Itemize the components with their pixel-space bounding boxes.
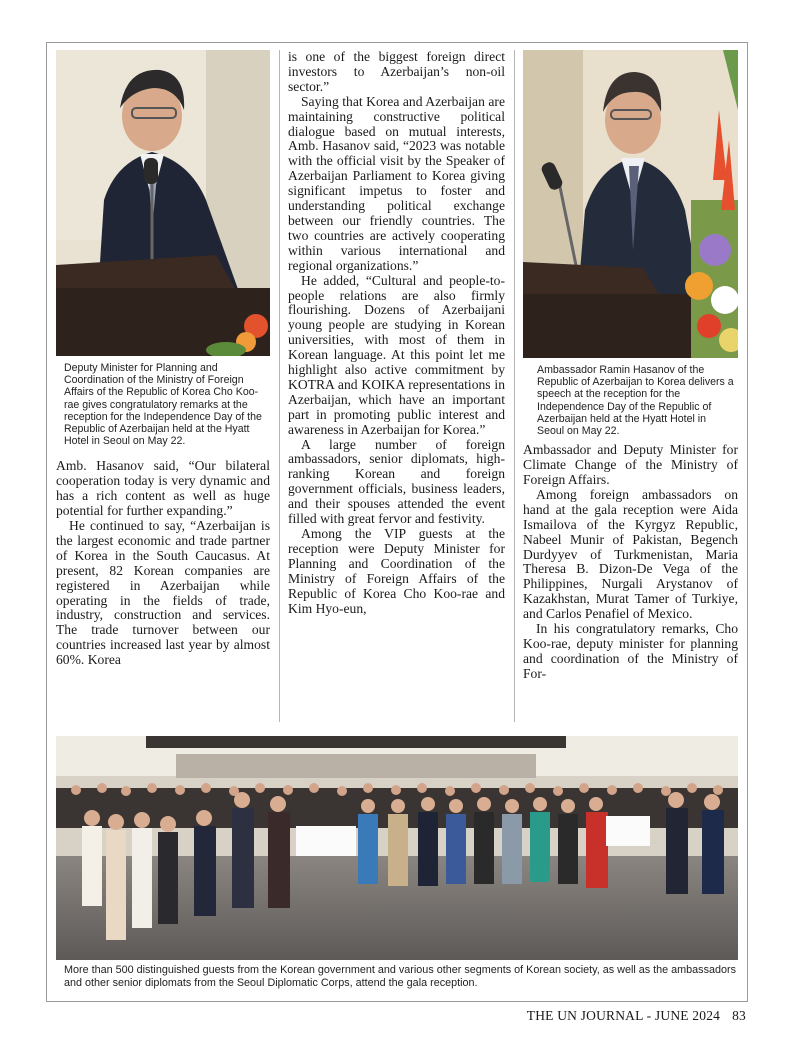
paragraph: Amb. Hasanov said, “Our bilateral cooperation today is very dynamic and has a rich content as well as huge potential for further expanding.” [56, 458, 270, 519]
publication-title: THE UN JOURNAL - JUNE 2024 [526, 1008, 721, 1023]
photo-caption-left: Deputy Minister for Planning and Coordination of the Ministry of Foreign Affairs of the Republic of Korea Cho Koo-rae gives congratulatory remarks at the reception for the Independence Day of the Republic of Azerbaijan held at the Hyatt Hotel in Seoul on May 22. [64, 362, 262, 448]
paragraph: is one of the biggest foreign direct investors to Azerbaijan’s non-oil sector.” [288, 50, 505, 94]
photo-group-reception [56, 736, 738, 960]
paragraph: Among the VIP guests at the reception were Deputy Minister for Planning and Coordination of the Ministry of Foreign Affairs of the Republic of Korea Cho Koo-rae and Kim Hyo-eun, [288, 526, 505, 616]
column-rule [279, 50, 280, 722]
photo-ambassador-image [523, 50, 738, 358]
column-rule [514, 50, 515, 722]
photo-deputy-minister-image [56, 50, 270, 356]
body-text-col3 [523, 443, 738, 682]
paragraph: Ambassador and Deputy Minister for Climate Change of the Ministry of Foreign Affairs. [523, 442, 738, 488]
photo-ambassador [523, 50, 738, 358]
paragraph: He continued to say, “Azerbaijan is the largest economic and trade partner of Korea in the South Caucasus. At present, 82 Korean companies are registered in Azerbaijan while operating in the fields of trade, industry, construction and services. The trade turnover between our countries increased last year by almost 60%. Korea [56, 518, 270, 668]
column-1 [56, 50, 270, 722]
photo-group-reception-image [56, 736, 738, 960]
paragraph: Saying that Korea and Azerbaijan are maintaining constructive political dialogue based on mutual interests, Amb. Hasanov said, “2023 was notable with the official visit by the Speaker of Azerbaijan Parliament to Korea giving significant impetus to foster and understanding political exchange between our friendly countries. The two countries are actively cooperating within various international and regional organizations.” [288, 93, 505, 273]
photo-caption-right: Ambassador Ramin Hasanov of the Republic of Azerbaijan to Korea delivers a speech at the reception for the Independence Day of the Republic of Azerbaijan held at the Hyatt Hotel in Seoul on May 22. [537, 364, 734, 438]
paragraph: Among foreign ambassadors on hand at the gala reception were Aida Ismailova of the Kyrgyz Republic, Nabeel Munir of Pakistan, Begench Durdyyev of Turkmenistan, Maria Theresa B. Dizon-De Vega of the Philippines, Nurgali Arystanov of Kazakhstan, Murat Tamer of Turkiye, and Carlos Penafiel of Mexico. [523, 486, 738, 622]
photo-deputy-minister [56, 50, 270, 356]
body-text-col2 [288, 50, 505, 616]
photo-caption-bottom: More than 500 distinguished guests from the Korean government and various other segments of Korean society, as well as the ambassadors and other senior diplomats from the Seoul Diplomatic Corps, attend the gala reception. [64, 964, 736, 989]
paragraph: A large number of foreign ambassadors, senior diplomats, high-ranking Korean and foreign government officials, business leaders, and their spouses attended the event filled with great fervor and festivity. [288, 436, 505, 527]
page-footer [527, 1008, 746, 1024]
column-2 [288, 50, 505, 722]
column-3 [523, 50, 738, 722]
page-number: 83 [732, 1008, 746, 1023]
body-text-col1 [56, 459, 270, 668]
paragraph: He added, “Cultural and people-to-people relations are also firmly flourishing. Dozens of Azerbaijani young people are studying in Korean universities, with most of them in Korean language. At this point let me highlight also active commitment by KOTRA and KOIKA representations in Azerbaijan, which have an important part in promoting public interest and awareness in Azerbaijan for Korea.” [288, 272, 505, 437]
paragraph: In his congratulatory remarks, Cho Koo-rae, deputy minister for planning and coordination of the Ministry of For- [523, 621, 738, 681]
